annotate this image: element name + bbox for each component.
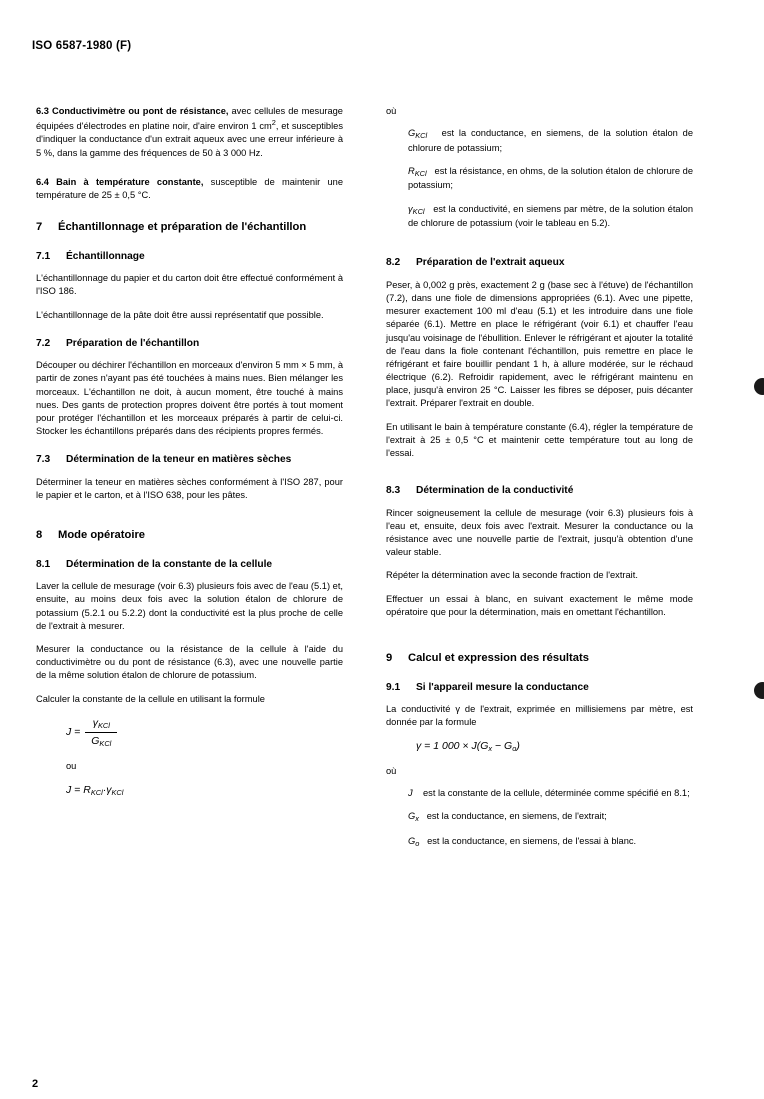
heading-clause-8-3 <box>386 484 693 498</box>
heading-clause-9-title: Calcul et expression des résultats <box>408 652 589 665</box>
left-column <box>36 105 343 808</box>
definition-item <box>408 787 693 800</box>
heading-clause-7-number: 7 <box>36 221 43 234</box>
clause-7-3-paragraph-1: Déterminer la teneur en matières sèches conformément à l'ISO 287, pour le papier et le carton, et à l'ISO 638, pour les pâtes. <box>36 476 343 501</box>
definition-text: est la conductance, en siemens, de l'essai à blanc. <box>427 835 637 846</box>
heading-clause-7-1-title: Échantillonnage <box>66 250 145 262</box>
heading-clause-7-title: Échantillonnage et préparation de l'échantillon <box>58 221 307 234</box>
clause-8-3-paragraph-2: Répéter la détermination avec la seconde fraction de l'extrait. <box>386 570 638 581</box>
page-number: 2 <box>32 1078 39 1090</box>
heading-clause-7-2-number: 7.2 <box>36 337 51 349</box>
clause-8-1-paragraph-1: Laver la cellule de mesurage (voir 6.3) plusieurs fois avec de l'eau (5.1) et, ensuite, au moins deux fois avec la solution étalon de chlorure de potassium (5.2.1 ou 5.2.2) dont la conductivité est la plus proche de celle de l'extrait à mesurer. <box>36 581 343 631</box>
right-column <box>386 105 693 859</box>
page-header: ISO 6587-1980 (F) <box>32 40 132 52</box>
definition-item <box>408 165 693 193</box>
symbol-r-kcl: $R_{KCl}$ <box>408 165 427 178</box>
clause-6-4-paragraph <box>36 176 343 202</box>
heading-clause-7 <box>36 220 343 235</box>
definition-text: est la conductivité, en siemens par mètre, de la solution étalon de chlorure de potassium (voir le tableau en 5.2). <box>408 203 694 229</box>
formula-cell-constant-resistance <box>36 783 343 799</box>
heading-clause-8-3-title: Détermination de la conductivité <box>416 485 574 497</box>
clause-8-2-paragraph-1: Peser, à 0,002 g près, exactement 2 g (base sec à l'étuve) de l'échantillon (7.2), dans une fiole de dimensions appropriées (6.1). Avec une pipette, mesurer exactement 100 ml d'eau (5.1) et les introduire dans une fiole séparée (6.1). Mettre en place le réfrigérant (voir 6.1) et chauffer l'eau jusqu'au voisinage de l'ébullition. Enlever le réfrigérant et ajouter la totalité de l'eau dans la fiole contenant l'échantillon, puis remettre en place le réfrigérant et faire bouillir pendant 1 h, à allure modérée, sur le réchaud électrique (6.2). Refroidir rapidement, avec le réfrigérant maintenu en place, jusqu'à environ 25 °C. Laisser les fibres se déposer, puis décanter l'extrait. Préparer l'extrait en double. <box>386 279 693 409</box>
formula-expression: γ = 1 $000 \times J(G_x - G_o)$ <box>416 740 520 754</box>
heading-clause-7-3 <box>36 453 343 467</box>
clause-6-3-superscript: 2 <box>271 118 276 128</box>
definition-item <box>408 835 693 850</box>
definition-text: est la conductance, en siemens, de l'extrait; <box>426 811 607 822</box>
heading-clause-8-2-title: Préparation de l'extrait aqueux <box>416 257 565 269</box>
formula-expression: $J = R_{KCl}\cdot\gamma_{KCl}$ <box>66 783 124 797</box>
heading-clause-8-number: 8 <box>36 529 43 542</box>
symbol-definitions-conductivity <box>386 787 693 849</box>
clause-8-2-paragraph-2: En utilisant le bain à température constante (6.4), régler la température de l'extrait à 25 ± 0,5 °C et maintenir cette température tout au long de l'essai. <box>386 421 693 459</box>
definition-text: est la conductance, en siemens, de la solution étalon de chlorure de potassium; <box>408 128 693 153</box>
heading-clause-7-3-number: 7.3 <box>36 454 51 466</box>
heading-clause-9-1 <box>386 681 693 695</box>
heading-clause-7-2 <box>36 337 343 351</box>
hole-punch-mark-top <box>754 378 764 395</box>
clause-6-4-body: susceptible de maintenir une température de 25 ± 0,5 °C. <box>36 176 343 200</box>
where-label-bottom: où <box>386 765 397 776</box>
formula-cell-constant-conductance <box>36 716 343 750</box>
symbol-g-x: $G_x$ <box>408 811 419 824</box>
clause-7-1-paragraph-2: L'échantillonnage de la pâte doit être aussi représentatif que possible. <box>36 309 324 320</box>
clause-7-2-paragraph-1: Découper ou déchirer l'échantillon en morceaux d'environ 5 mm × 5 mm, à partir de zones n'ayant pas été touchées à mains nues. Bien mélanger les morceaux. L'échantillon ne doit, à aucun moment, être touché à mains nues. Des gants de protection propres doivent être portés à tout moment pour protéger l'échantillon et les morceaux préparés à partir de celui-ci. Stocker les échantillons préparés dans des récipients propres fermés. <box>36 360 343 437</box>
heading-clause-8-2 <box>386 256 693 270</box>
heading-clause-9-number: 9 <box>386 652 393 665</box>
heading-clause-9 <box>386 651 693 666</box>
heading-clause-7-1 <box>36 250 343 264</box>
symbol-g-o: $G_o$ <box>408 835 420 848</box>
hole-punch-mark-bottom <box>754 682 764 699</box>
formula-conductivity <box>386 739 693 755</box>
clause-7-1-paragraph-1: L'échantillonnage du papier et du carton doit être effectué conformément à l'ISO 186. <box>36 273 343 297</box>
symbol-definitions-cell-constant <box>386 127 693 230</box>
formula-connector-ou: ou <box>66 760 77 771</box>
definition-item <box>408 203 693 231</box>
clause-9-1-paragraph-1: La conductivité γ de l'extrait, exprimée en millisiemens par mètre, est donnée par la formule <box>386 704 693 728</box>
formula-lhs: J = <box>66 726 81 739</box>
heading-clause-7-2-title: Préparation de l'échantillon <box>66 337 200 349</box>
heading-clause-8-2-number: 8.2 <box>386 257 401 269</box>
clause-6-3-lead: 6.3 Conductivimètre ou pont de résistance, <box>36 106 229 116</box>
heading-clause-9-1-number: 9.1 <box>386 681 401 693</box>
definition-text: est la résistance, en ohms, de la solution étalon de chlorure de potassium; <box>408 165 693 191</box>
formula-denominator: $G_{KCl}$ <box>91 735 112 749</box>
heading-clause-8-1-number: 8.1 <box>36 558 51 570</box>
clause-8-3-paragraph-3: Effectuer un essai à blanc, en suivant exactement le même mode opératoire que pour la détermination, mais en omettant l'échantillon. <box>386 593 693 617</box>
heading-clause-7-1-number: 7.1 <box>36 250 51 262</box>
heading-clause-8 <box>36 528 343 543</box>
clause-8-3-paragraph-1: Rincer soigneusement la cellule de mesurage (voir 6.3) plusieurs fois à l'eau et, ensuite, deux fois avec l'extrait. Mesurer la conductance ou la résistance avec une nouvelle partie de l'extrait, jusqu'à obtention d'une valeur stable. <box>386 507 693 558</box>
clause-8-1-paragraph-2: Mesurer la conductance ou la résistance de la cellule à l'aide du conductivimètre ou du pont de résistance (6.3), avec une nouvelle partie de la même solution étalon de chlorure de potassium. <box>36 644 343 681</box>
definition-item <box>408 127 693 155</box>
where-label-top: où <box>386 106 397 116</box>
clause-8-1-paragraph-3: Calculer la constante de la cellule en utilisant la formule <box>36 693 265 704</box>
clause-6-4-lead: 6.4 Bain à température constante, <box>36 176 204 187</box>
definition-item <box>408 810 693 825</box>
formula-numerator: $\gamma_{KCl}$ <box>85 716 117 734</box>
clause-6-3-body-cont: , et susceptibles d'indiquer la conductance d'un extrait aqueux avec une erreur inférieure à 5 %, dans la gamme des fréquences de 50 à 3 000 Hz. <box>36 121 343 158</box>
symbol-g-kcl: $G_{KCl}$ <box>408 128 428 141</box>
heading-clause-9-1-title: Si l'appareil mesure la conductance <box>416 681 589 693</box>
clause-6-3-paragraph <box>36 105 343 160</box>
heading-clause-8-1-title: Détermination de la constante de la cellule <box>66 558 273 570</box>
heading-clause-8-title: Mode opératoire <box>58 529 146 542</box>
clause-6-3-body: avec cellules de mesurage équipées d'électrodes en platine noir, d'aire environ 1 cm <box>36 106 343 132</box>
heading-clause-8-3-number: 8.3 <box>386 485 401 497</box>
heading-clause-7-3-title: Détermination de la teneur en matières sèches <box>66 454 292 466</box>
symbol-gamma-kcl: $\gamma_{KCl}$ <box>408 203 425 216</box>
symbol-j: J <box>408 788 413 799</box>
heading-clause-8-1 <box>36 558 343 572</box>
formula-fraction <box>85 716 117 750</box>
definition-text: est la constante de la cellule, déterminée comme spécifié en 8.1; <box>423 788 690 799</box>
